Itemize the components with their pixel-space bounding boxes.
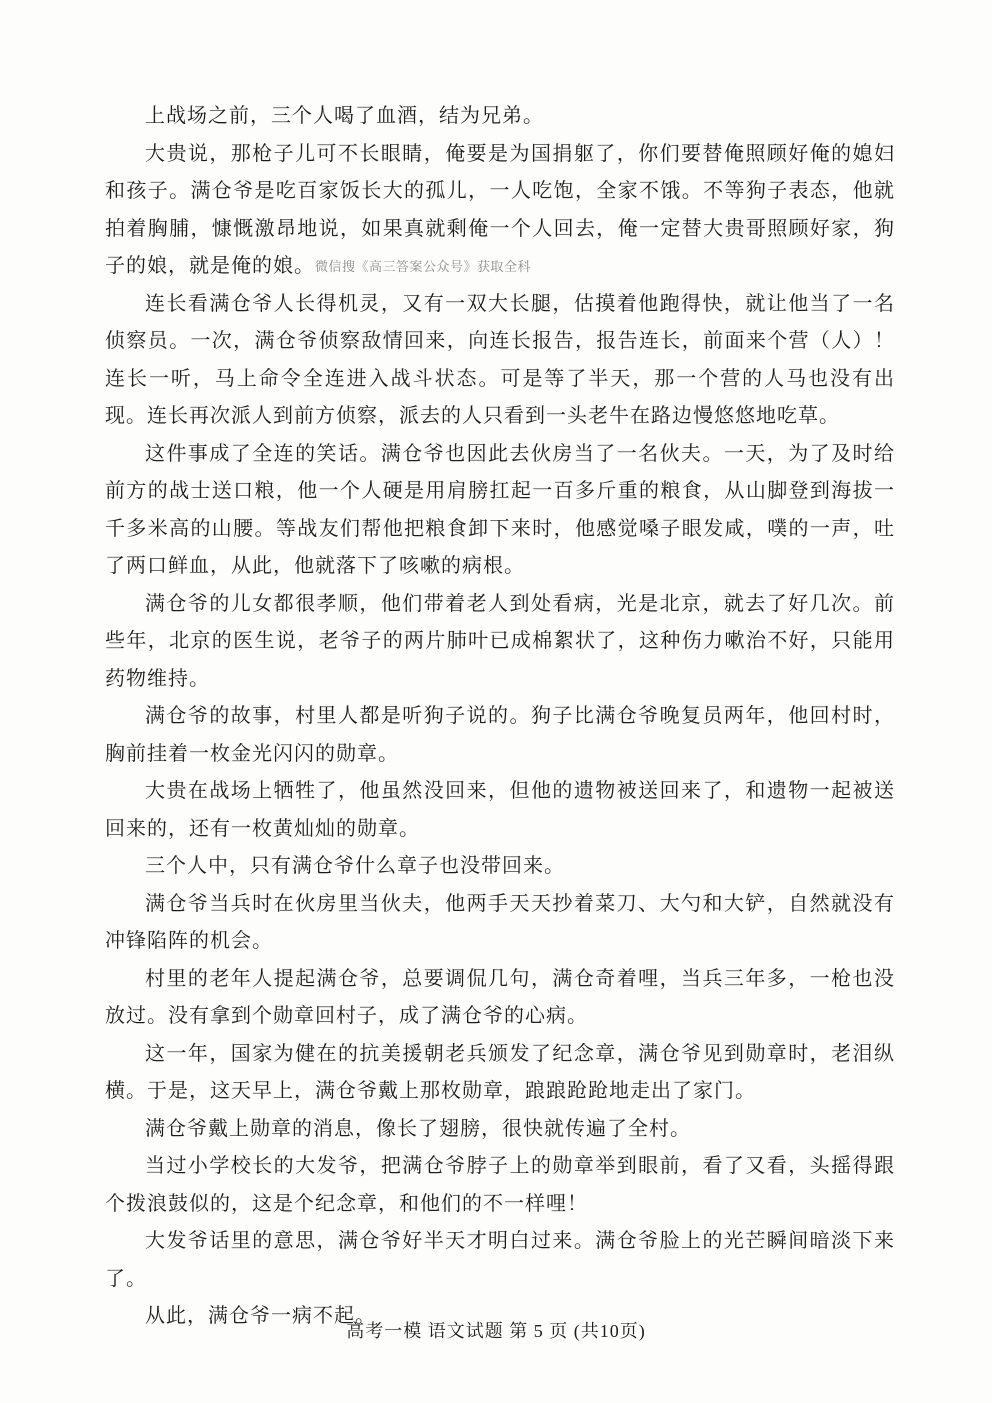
paragraph: 村里的老年人提起满仓爷，总要调侃几句，满仓奇着哩，当兵三年多，一枪也没放过。没有拿到个勋章回村子，成了满仓爷的心病。 — [105, 967, 895, 1027]
paragraph: 从此，满仓爷一病不起。 — [145, 1305, 376, 1327]
paragraph: 上战场之前，三个人喝了血酒，结为兄弟。 — [145, 105, 544, 127]
paragraph: 满仓爷当兵时在伙房里当伙夫，他两手天天抄着菜刀、大勺和大铲，自然就没有冲锋陷阵的机会。 — [105, 892, 895, 952]
paragraph: 满仓爷的儿女都很孝顺，他们带着老人到处看病，光是北京，就去了好几次。前些年，北京的医生说，老爷子的两片肺叶已成棉絮状了，这种伤力嗽治不好，只能用药物维持。 — [105, 592, 895, 690]
paragraph: 连长看满仓爷人长得机灵，又有一双大长腿，估摸着他跑得快，就让他当了一名侦察员。一次，满仓爷侦察敌情回来，向连长报告，报告连长，前面来个营（人）！连长一听，马上命令全连进入战斗状态。可是等了半天，那一个营的人马也没有出现。连长再次派人到前方侦察，派去的人只看到一头老牛在路边慢悠悠地吃草。 — [105, 292, 895, 427]
paragraph: 当过小学校长的大发爷，把满仓爷脖子上的勋章举到眼前，看了又看，头摇得跟个拨浪鼓似的，这是个纪念章，和他们的不一样哩！ — [105, 1155, 895, 1215]
paragraph: 大贵说，那枪子儿可不长眼睛，俺要是为国捐躯了，你们要替俺照顾好俺的媳妇和孩子。满仓爷是吃百家饭长大的孤儿，一人吃饱，全家不饿。不等狗子表态，他就拍着胸脯，慷慨激昂地说，如果真就剩俺一个人回去，俺一定替大贵哥照顾好家，狗子的娘，就是俺的娘。微信搜《高三答案公众号》获取全科 — [105, 142, 895, 277]
paragraph: 三个人中，只有满仓爷什么章子也没带回来。 — [145, 855, 565, 877]
paragraph: 满仓爷的故事，村里人都是听狗子说的。狗子比满仓爷晚复员两年，他回村时，胸前挂着一枚金光闪闪的勋章。 — [105, 705, 895, 765]
watermark-note: 微信搜《高三答案公众号》获取全科 — [315, 259, 532, 274]
paragraph: 这一年，国家为健在的抗美援朝老兵颁发了纪念章，满仓爷见到勋章时，老泪纵横。于是，这天早上，满仓爷戴上那枚勋章，踉踉跄跄地走出了家门。 — [105, 1042, 895, 1102]
paragraph: 大贵在战场上牺牲了，他虽然没回来，但他的遗物被送回来了，和遗物一起被送回来的，还有一枚黄灿灿的勋章。 — [105, 780, 895, 840]
paragraph: 大发爷话里的意思，满仓爷好半天才明白过来。满仓爷脸上的光芒瞬间暗淡下来了。 — [105, 1230, 895, 1290]
passage-text-body — [105, 98, 895, 1336]
paragraph: 满仓爷戴上勋章的消息，像长了翅膀，很快就传遍了全村。 — [145, 1117, 691, 1140]
page-footer: 高考一模 语文试题 第 5 页 (共10页) — [346, 1321, 646, 1341]
paragraph: 这件事成了全连的笑话。满仓爷也因此去伙房当了一名伙夫。一天，为了及时给前方的战士送口粮，他一个人硬是用肩膀扛起一百多斤重的粮食，从山脚登到海拔一千多米高的山腰。等战友们帮他把粮食卸下来时，他感觉嗓子眼发咸，噗的一声，吐了两口鲜血，从此，他就落下了咳嗽的病根。 — [105, 442, 895, 577]
